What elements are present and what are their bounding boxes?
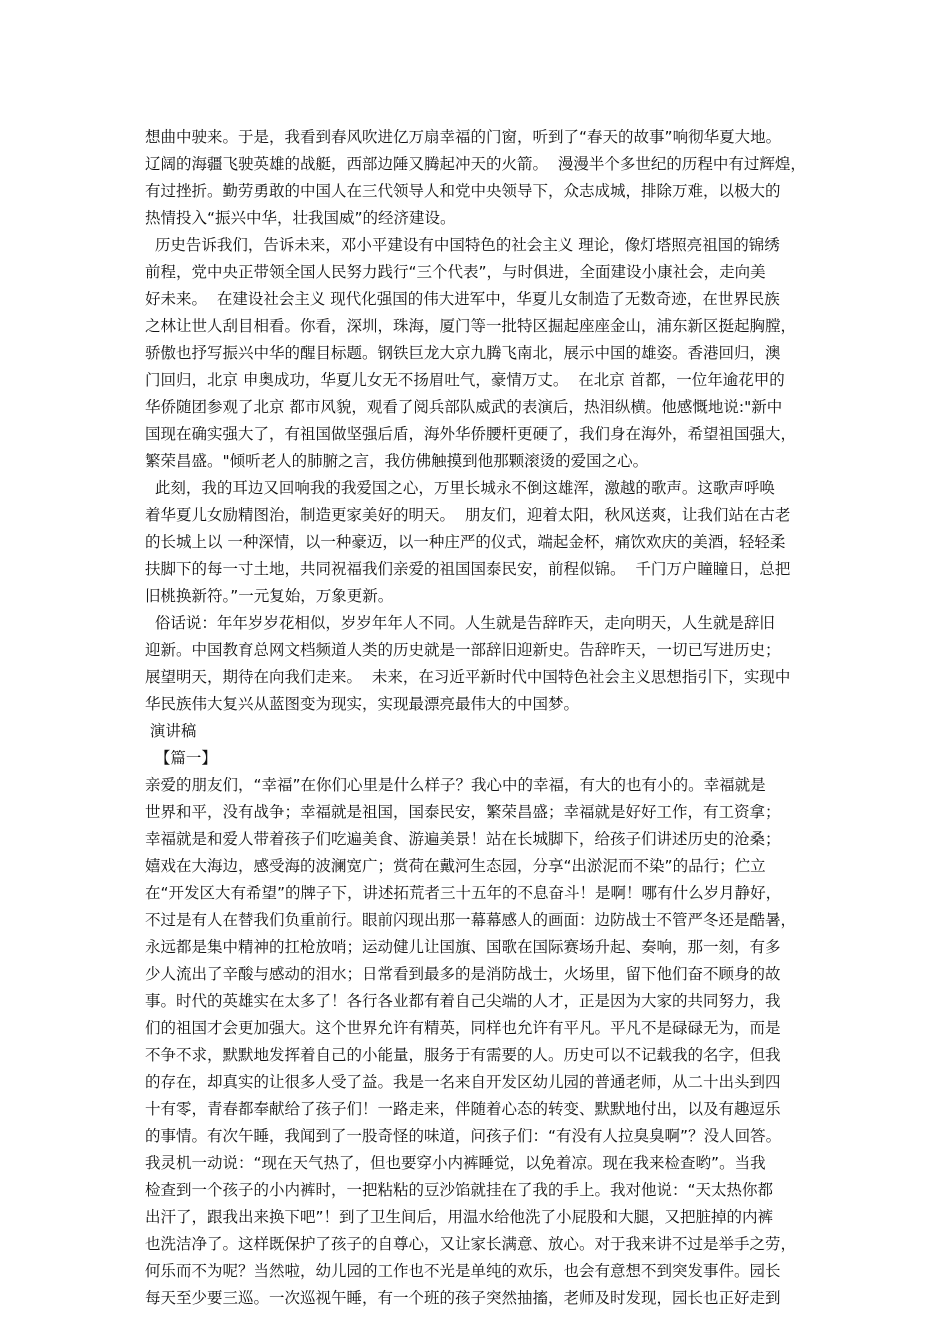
text-line: 嬉戏在大海边，感受海的波澜宽广；赏荷在戴河生态园，分享“出淤泥而不染”的品行；伫立 xyxy=(145,857,766,875)
text-line: 何乐而不为呢？当然啦，幼儿园的工作也不光是单纯的欢乐，也会有意想不到突发事件。园长 xyxy=(145,1262,781,1280)
text-line: 繁荣昌盛。"倾听老人的肺腑之言，我仿佛触摸到他那颗滚烫的爱国之心。 xyxy=(145,452,649,470)
text-line: 不过是有人在替我们负重前行。眼前闪现出那一幕幕感人的画面：边防战士不管严冬还是酷暑， xyxy=(145,911,797,929)
text-line: 前程，党中央正带领全国人民努力践行“三个代表”，与时俱进，全面建设小康社会，走向美 xyxy=(145,263,766,281)
text-line: 迎新。中国教育总网文档频道人类的历史就是一部辞旧迎新史。告辞昨天，一切已写进历史； xyxy=(145,641,781,659)
text-line: 永远都是集中精神的扛枪放哨；运动健儿让国旗、国歌在国际赛场升起、奏响，那一刻，有多 xyxy=(145,938,781,956)
text-line: 华侨随团参观了北京 都市风貌，观看了阅兵部队威武的表演后，热泪纵横。他感慨地说:"新中 xyxy=(145,398,783,416)
text-line: 历史告诉我们，告诉未来，邓小平建设有中国特色的社会主义 理论，像灯塔照亮祖国的锦绣 xyxy=(145,236,780,254)
text-line: 有过挫折。勤劳勇敢的中国人在三代领导人和党中央领导下，众志成城，排除万难，以极大的 xyxy=(145,182,781,200)
text-line: 我灵机一动说：“现在天气热了，但也要穿小内裤睡觉，以免着凉。现在我来检查哟”。当我 xyxy=(145,1154,766,1172)
text-line: 旧桃换新符。”一元复始，万象更新。 xyxy=(145,587,394,605)
document-body xyxy=(145,124,835,1312)
text-line: 十有零，青春都奉献给了孩子们！一路走来，伴随着心态的转变、默默地付出，以及有趣逗乐 xyxy=(145,1100,781,1118)
text-line: 国现在确实强大了，有祖国做坚强后盾，海外华侨腰杆更硬了，我们身在海外，希望祖国强大， xyxy=(145,425,797,443)
text-line: 演讲稿 xyxy=(145,722,197,740)
text-line: 想曲中驶来。于是，我看到春风吹进亿万扇幸福的门窗，听到了“春天的故事”响彻华夏大地。 xyxy=(145,128,782,146)
text-line: 骄傲也抒写振兴中华的醒目标题。钢铁巨龙大京九腾飞南北，展示中国的雄姿。香港回归，澳 xyxy=(145,344,781,362)
text-line: 华民族伟大复兴从蓝图变为现实，实现最漂亮最伟大的中国梦。 xyxy=(145,695,580,713)
text-line: 不争不求，默默地发挥着自己的小能量，服务于有需要的人。历史可以不记载我的名字，但我 xyxy=(145,1046,781,1064)
text-line: 少人流出了辛酸与感动的泪水；日常看到最多的是消防战士，火场里，留下他们奋不顾身的故 xyxy=(145,965,781,983)
text-line: 门回归，北京 申奥成功，华夏儿女无不扬眉吐气，豪情万丈。 在北京 首都，一位年逾花甲的 xyxy=(145,371,785,389)
text-line: 之林让世人刮目相看。你看，深圳，珠海，厦门等一批特区掘起座座金山，浦东新区挺起胸膛， xyxy=(145,317,797,335)
text-line: 【篇一】 xyxy=(145,749,217,767)
text-line: 着华夏儿女励精图治，制造更家美好的明天。 朋友们，迎着太阳，秋风送爽，让我们站在古老 xyxy=(145,506,791,524)
text-line: 们的祖国才会更加强大。这个世界允许有精英，同样也允许有平凡。平凡不是碌碌无为，而是 xyxy=(145,1019,781,1037)
text-line: 也洗洁净了。这样既保护了孩子的自尊心，又让家长满意、放心。对于我来讲不过是举手之劳， xyxy=(145,1235,797,1253)
text-line: 辽阔的海疆飞驶英雄的战艇，西部边陲又腾起冲天的火箭。 漫漫半个多世纪的历程中有过辉煌， xyxy=(145,155,806,173)
text-line: 事。时代的英雄实在太多了！各行各业都有着自己尖端的人才，正是因为大家的共同努力，我 xyxy=(145,992,781,1010)
text-line: 扶脚下的每一寸土地，共同祝福我们亲爱的祖国国泰民安，前程似锦。 千门万户瞳瞳日，总把 xyxy=(145,560,791,578)
text-line: 检查到一个孩子的小内裤时，一把粘粘的豆沙馅就挂在了我的手上。我对他说：“天太热你都 xyxy=(145,1181,774,1199)
text-line: 的存在，却真实的让很多人受了益。我是一名来自开发区幼儿园的普通老师，从二十出头到四 xyxy=(145,1073,781,1091)
text-line: 此刻，我的耳边又回响我的我爱国之心，万里长城永不倒这雄浑，激越的歌声。这歌声呼唤 xyxy=(145,479,775,497)
text-line: 亲爱的朋友们，“幸福”在你们心里是什么样子？我心中的幸福，有大的也有小的。幸福就是 xyxy=(145,776,766,794)
text-line: 在“开发区大有希望”的牌子下，讲述拓荒者三十五年的不息奋斗！是啊！哪有什么岁月静好， xyxy=(145,884,782,902)
text-line: 好未来。 在建设社会主义 现代化强国的伟大进军中，华夏儿女制造了无数奇迹，在世界民族 xyxy=(145,290,780,308)
text-line: 俗话说：年年岁岁花相似，岁岁年年人不同。人生就是告辞昨天，走向明天，人生就是辞旧 xyxy=(145,614,775,632)
text-line: 每天至少要三巡。一次巡视午睡，有一个班的孩子突然抽搐，老师及时发现，园长也正好走到 xyxy=(145,1289,781,1307)
text-line: 展望明天，期待在向我们走来。 未来，在习近平新时代中国特色社会主义思想指引下，实现中 xyxy=(145,668,791,686)
text-line: 的事情。有次午睡，我闻到了一股奇怪的味道，问孩子们：“有没有人拉臭臭啊”？没人回答。 xyxy=(145,1127,782,1145)
text-line: 世界和平，没有战争；幸福就是祖国，国泰民安，繁荣昌盛；幸福就是好好工作，有工资拿； xyxy=(145,803,781,821)
text-line: 的长城上以 一种深情，以一种豪迈，以一种庄严的仪式，端起金杯，痛饮欢庆的美酒，轻轻柔 xyxy=(145,533,786,551)
text-line: 热情投入“振兴中华，壮我国威”的经济建设。 xyxy=(145,209,456,227)
text-line: 幸福就是和爱人带着孩子们吃遍美食、游遍美景！站在长城脚下，给孩子们讲述历史的沧桑； xyxy=(145,830,781,848)
text-line: 出汗了，跟我出来换下吧”！到了卫生间后，用温水给他洗了小屁股和大腿，又把脏掉的内裤 xyxy=(145,1208,774,1226)
